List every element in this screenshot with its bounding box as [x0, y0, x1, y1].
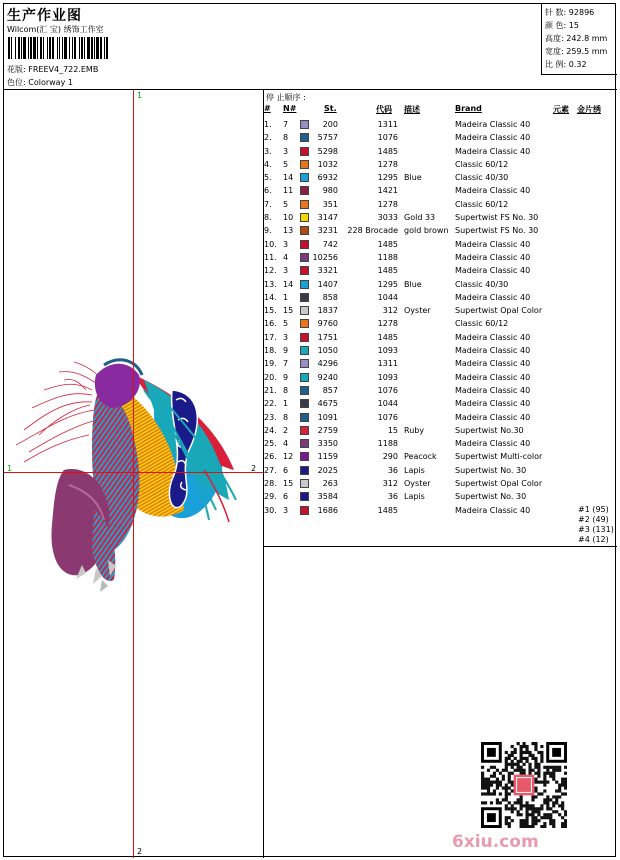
row-code: 15 [387, 425, 398, 435]
worksheet-page [3, 3, 616, 857]
barcode [8, 37, 173, 59]
row-brand: Madeira Classic 40 [455, 252, 531, 262]
row-needle: 1 [283, 399, 289, 409]
row-needle: 15 [283, 306, 294, 316]
axis-label-bottom: 2 [137, 847, 143, 856]
row-index: 14. [264, 292, 277, 302]
stat-scale: 比 例: 0.32 [545, 60, 587, 69]
row-stitches: 3231 [317, 226, 338, 236]
stat-stitches: 针 数: 92896 [545, 8, 595, 17]
row-code: 36 [387, 492, 398, 502]
color-swatch [300, 293, 309, 302]
watermark-logo: 6xiu.com [452, 832, 539, 852]
row-stitches: 263 [322, 479, 338, 489]
stats-box [541, 4, 617, 75]
row-index: 24. [264, 425, 277, 435]
table-row [264, 238, 617, 251]
row-index: 6. [264, 186, 272, 196]
color-swatch [300, 426, 309, 435]
embroidery-design-image [4, 90, 264, 858]
row-needle: 3 [283, 332, 289, 342]
center-horizontal-line [4, 472, 264, 473]
row-index: 25. [264, 439, 277, 449]
color-swatch [300, 147, 309, 156]
table-row [264, 304, 617, 317]
row-index: 26. [264, 452, 277, 462]
color-swatch [300, 226, 309, 235]
row-stitches: 6932 [317, 173, 338, 183]
row-description: Oyster [404, 306, 431, 316]
row-stitches: 1407 [317, 279, 338, 289]
color-swatch [300, 386, 309, 395]
row-brand: Madeira Classic 40 [455, 120, 531, 129]
row-stitches: 1159 [317, 452, 338, 462]
color-swatch [300, 346, 309, 355]
row-needle: 6 [283, 492, 289, 502]
row-code: 1093 [377, 372, 398, 382]
row-brand: Madeira Classic 40 [455, 146, 531, 156]
table-row [264, 211, 617, 224]
table-row [264, 198, 617, 211]
row-index: 8. [264, 213, 272, 223]
row-stitches: 1837 [317, 306, 338, 316]
row-needle: 12 [283, 452, 294, 462]
row-stitches: 1091 [317, 412, 338, 422]
row-brand: Madeira Classic 40 [455, 292, 531, 302]
design-preview [4, 90, 264, 858]
axis-label-left: 1 [7, 464, 13, 473]
stop-sequence-panel [264, 90, 617, 858]
row-code: 36 [387, 465, 398, 475]
group-item: #4 (12) [578, 535, 609, 544]
page-title: 生产作业图 [7, 8, 82, 24]
row-brand: Supertwist No. 30 [455, 492, 527, 502]
row-brand: Madeira Classic 40 [455, 239, 531, 249]
table-row [264, 397, 617, 410]
center-vertical-line [133, 90, 134, 858]
row-brand: Madeira Classic 40 [455, 412, 531, 422]
group-item: #1 (95) [578, 505, 609, 514]
row-needle: 5 [283, 159, 289, 169]
row-index: 16. [264, 319, 277, 329]
row-needle: 3 [283, 505, 289, 515]
table-row [264, 158, 617, 171]
design-file: 花版: FREEV4_722.EMB [7, 65, 99, 74]
row-code: 1188 [377, 439, 398, 449]
color-swatch [300, 280, 309, 289]
row-needle: 1 [283, 292, 289, 302]
header-left [4, 4, 542, 89]
row-code: 312 [382, 479, 398, 489]
table-row [264, 424, 617, 437]
row-stitches: 10256 [312, 252, 338, 262]
table-row [264, 118, 617, 131]
row-needle: 10 [283, 213, 294, 223]
row-description: Gold 33 [404, 213, 436, 223]
table-row [264, 357, 617, 370]
row-index: 9. [264, 226, 272, 236]
row-index: 4. [264, 159, 272, 169]
row-code: 1295 [377, 279, 398, 289]
row-code: 1485 [377, 505, 398, 515]
stat-colors: 颜 色: 15 [545, 21, 579, 30]
row-code: 1485 [377, 239, 398, 249]
axis-label-top: 1 [137, 91, 143, 100]
row-brand: Madeira Classic 40 [455, 359, 531, 369]
row-code: 1188 [377, 252, 398, 262]
color-swatch [300, 253, 309, 262]
row-code: 1485 [377, 266, 398, 276]
color-swatch [300, 240, 309, 249]
row-code: 1311 [377, 359, 398, 369]
table-bottom-divider [264, 546, 617, 547]
color-swatch [300, 160, 309, 169]
color-swatch [300, 439, 309, 448]
col-header-stitches: St. [324, 104, 337, 113]
row-brand: Classic 40/30 [455, 279, 509, 289]
row-stitches: 9760 [317, 319, 338, 329]
row-brand: Supertwist Opal Color [455, 479, 543, 489]
table-row [264, 184, 617, 197]
group-item: #2 (49) [578, 515, 609, 524]
row-index: 7. [264, 199, 272, 209]
stat-height: 高度: 242.8 mm [545, 34, 608, 43]
row-stitches: 5757 [317, 133, 338, 143]
row-brand: Classic 60/12 [455, 199, 509, 209]
color-sequence-table [264, 118, 617, 517]
row-brand: Madeira Classic 40 [455, 346, 531, 356]
row-code: 1278 [377, 199, 398, 209]
row-needle: 2 [283, 425, 289, 435]
table-row [264, 131, 617, 144]
row-code: 1076 [377, 412, 398, 422]
row-code: 1044 [377, 399, 398, 409]
row-description: Oyster [404, 479, 431, 489]
group-list [578, 505, 614, 545]
row-code: 1093 [377, 346, 398, 356]
row-description: Blue [404, 173, 422, 183]
table-row [264, 490, 617, 503]
color-swatch [300, 506, 309, 515]
table-row [264, 464, 617, 477]
row-brand: Supertwist FS No. 30 [455, 226, 539, 236]
row-index: 15. [264, 306, 277, 316]
row-needle: 8 [283, 385, 289, 395]
row-index: 13. [264, 279, 277, 289]
color-swatch [300, 492, 309, 501]
row-code: 1311 [377, 120, 398, 129]
row-brand: Madeira Classic 40 [455, 439, 531, 449]
col-header-desc: 描述 [404, 105, 420, 114]
row-needle: 15 [283, 479, 294, 489]
table-row [264, 384, 617, 397]
row-index: 1. [264, 120, 272, 129]
row-needle: 4 [283, 252, 289, 262]
color-swatch [300, 373, 309, 382]
row-stitches: 1751 [317, 332, 338, 342]
row-index: 30. [264, 505, 277, 515]
table-row [264, 171, 617, 184]
row-index: 21. [264, 385, 277, 395]
row-needle: 4 [283, 439, 289, 449]
row-stitches: 3321 [317, 266, 338, 276]
col-header-needle: N# [283, 104, 297, 113]
row-index: 2. [264, 133, 272, 143]
row-code: 1076 [377, 385, 398, 395]
row-code: 228 Brocade [347, 226, 398, 236]
group-item: #3 (131) [578, 525, 614, 534]
row-needle: 5 [283, 319, 289, 329]
table-row [264, 477, 617, 490]
row-description: Lapis [404, 492, 425, 502]
color-swatch [300, 133, 309, 142]
row-brand: Classic 40/30 [455, 173, 509, 183]
company-name: Wilcom(汇 宝) 绣饰工作室 [7, 25, 104, 34]
row-stitches: 2759 [317, 425, 338, 435]
color-swatch [300, 266, 309, 275]
row-code: 1485 [377, 146, 398, 156]
color-swatch [300, 200, 309, 209]
row-index: 29. [264, 492, 277, 502]
color-swatch [300, 479, 309, 488]
row-brand: Supertwist FS No. 30 [455, 213, 539, 223]
row-brand: Madeira Classic 40 [455, 332, 531, 342]
row-stitches: 3147 [317, 213, 338, 223]
row-description: Blue [404, 279, 422, 289]
row-brand: Madeira Classic 40 [455, 399, 531, 409]
table-header [264, 104, 617, 116]
table-row [264, 224, 617, 237]
table-row [264, 504, 617, 517]
row-stitches: 1050 [317, 346, 338, 356]
row-code: 1076 [377, 133, 398, 143]
row-brand: Madeira Classic 40 [455, 385, 531, 395]
color-swatch [300, 186, 309, 195]
row-index: 11. [264, 252, 277, 262]
color-swatch [300, 173, 309, 182]
row-brand: Supertwist No. 30 [455, 465, 527, 475]
table-row [264, 411, 617, 424]
row-description: Lapis [404, 465, 425, 475]
col-header-sequin: 金片绣 [577, 105, 601, 114]
row-brand: Madeira Classic 40 [455, 505, 531, 515]
color-swatch [300, 120, 309, 129]
table-row [264, 331, 617, 344]
table-row [264, 291, 617, 304]
row-code: 1278 [377, 159, 398, 169]
color-swatch [300, 319, 309, 328]
color-swatch [300, 399, 309, 408]
col-header-index: # [264, 104, 271, 113]
row-stitches: 5298 [317, 146, 338, 156]
row-index: 22. [264, 399, 277, 409]
row-needle: 9 [283, 372, 289, 382]
col-header-brand: Brand [455, 104, 482, 113]
table-row [264, 344, 617, 357]
colorway: 色位: Colorway 1 [7, 78, 73, 87]
color-swatch [300, 333, 309, 342]
row-index: 5. [264, 173, 272, 183]
row-stitches: 351 [322, 199, 338, 209]
row-stitches: 2025 [317, 465, 338, 475]
table-row [264, 251, 617, 264]
row-code: 1044 [377, 292, 398, 302]
row-brand: Supertwist Multi-color [455, 452, 543, 462]
row-needle: 7 [283, 120, 289, 129]
row-brand: Supertwist No.30 [455, 425, 524, 435]
row-index: 19. [264, 359, 277, 369]
row-index: 10. [264, 239, 277, 249]
table-row [264, 437, 617, 450]
row-needle: 8 [283, 133, 289, 143]
row-stitches: 4296 [317, 359, 338, 369]
row-stitches: 200 [322, 120, 338, 129]
axis-label-right: 2 [251, 464, 257, 473]
row-index: 23. [264, 412, 277, 422]
row-stitches: 9240 [317, 372, 338, 382]
row-index: 17. [264, 332, 277, 342]
qr-code [481, 742, 567, 828]
row-stitches: 3350 [317, 439, 338, 449]
row-brand: Madeira Classic 40 [455, 372, 531, 382]
row-stitches: 1686 [317, 505, 338, 515]
row-index: 27. [264, 465, 277, 475]
table-row [264, 145, 617, 158]
row-stitches: 742 [322, 239, 338, 249]
color-swatch [300, 466, 309, 475]
row-needle: 5 [283, 199, 289, 209]
table-row [264, 278, 617, 291]
row-stitches: 858 [322, 292, 338, 302]
row-code: 1485 [377, 332, 398, 342]
row-brand: Madeira Classic 40 [455, 186, 531, 196]
row-code: 312 [382, 306, 398, 316]
row-needle: 8 [283, 412, 289, 422]
row-description: Ruby [404, 425, 425, 435]
row-index: 12. [264, 266, 277, 276]
row-brand: Classic 60/12 [455, 319, 509, 329]
row-description: Peacock [404, 452, 437, 462]
row-needle: 13 [283, 226, 294, 236]
row-code: 1278 [377, 319, 398, 329]
row-brand: Madeira Classic 40 [455, 266, 531, 276]
table-row [264, 264, 617, 277]
row-brand: Madeira Classic 40 [455, 133, 531, 143]
row-needle: 14 [283, 173, 294, 183]
table-row [264, 450, 617, 463]
row-needle: 14 [283, 279, 294, 289]
stop-sequence-title: 停 止顺序 : [266, 93, 306, 102]
stat-width: 宽度: 259.5 mm [545, 47, 608, 56]
row-needle: 6 [283, 465, 289, 475]
row-needle: 7 [283, 359, 289, 369]
row-stitches: 4675 [317, 399, 338, 409]
table-row [264, 371, 617, 384]
row-stitches: 980 [322, 186, 338, 196]
row-needle: 3 [283, 239, 289, 249]
row-index: 3. [264, 146, 272, 156]
color-swatch [300, 452, 309, 461]
row-description: gold brown [404, 226, 449, 236]
color-swatch [300, 413, 309, 422]
row-brand: Classic 60/12 [455, 159, 509, 169]
row-code: 3033 [377, 213, 398, 223]
row-brand: Supertwist Opal Color [455, 306, 543, 316]
row-stitches: 1032 [317, 159, 338, 169]
color-swatch [300, 359, 309, 368]
row-stitches: 3584 [317, 492, 338, 502]
row-needle: 3 [283, 146, 289, 156]
row-code: 1295 [377, 173, 398, 183]
row-code: 290 [382, 452, 398, 462]
row-index: 18. [264, 346, 277, 356]
row-stitches: 857 [322, 385, 338, 395]
row-index: 20. [264, 372, 277, 382]
color-swatch [300, 213, 309, 222]
row-needle: 11 [283, 186, 294, 196]
row-index: 28. [264, 479, 277, 489]
row-code: 1421 [377, 186, 398, 196]
row-needle: 3 [283, 266, 289, 276]
color-swatch [300, 306, 309, 315]
table-row [264, 317, 617, 330]
col-header-element: 元素 [553, 105, 569, 114]
row-needle: 9 [283, 346, 289, 356]
col-header-code: 代码 [376, 105, 392, 114]
